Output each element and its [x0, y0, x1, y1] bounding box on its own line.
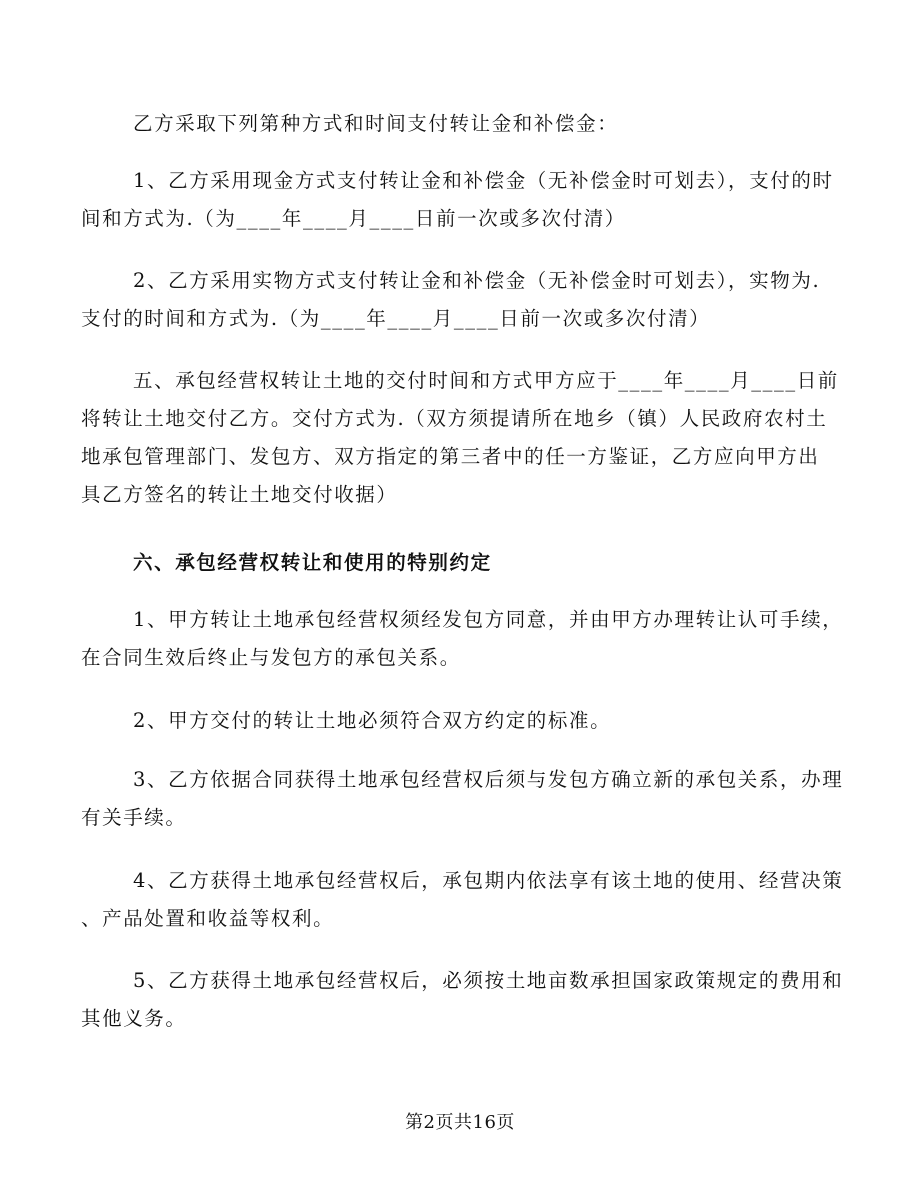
paragraph-clause-4: [81, 862, 844, 938]
text-line: 其他义务。: [81, 1007, 187, 1030]
text-line: 具乙方签名的转让土地交付收据）: [81, 483, 398, 506]
text-line: 支付的时间和方式为.（为____年____月____日前一次或多次付清）: [81, 307, 711, 330]
paragraph-in-kind-payment: [81, 262, 833, 338]
section-six-heading: [133, 544, 833, 582]
text-line: 地承包管理部门、发包方、双方指定的第三者中的任一方鉴证，乙方应向甲方出: [81, 445, 820, 468]
text-line: 3、乙方依据合同获得土地承包经营权后须与发包方确立新的承包关系，办理: [133, 768, 844, 791]
text-line: 乙方采取下列第种方式和时间支付转让金和补偿金：: [133, 112, 619, 135]
text-line: 间和方式为.（为____年____月____日前一次或多次付清）: [81, 207, 626, 230]
text-line: 2、甲方交付的转让土地必须符合双方约定的标准。: [133, 709, 612, 732]
text-line: 将转让土地交付乙方。交付方式为.（双方须提请所在地乡（镇）人民政府农村土: [81, 407, 828, 430]
paragraph-cash-payment: [81, 162, 834, 238]
text-line: 有关手续。: [81, 806, 187, 829]
text-line: 1、乙方采用现金方式支付转让金和补偿金（无补偿金时可划去），支付的时: [133, 169, 834, 192]
text-line: 五、承包经营权转让土地的交付时间和方式甲方应于____年____月____日前: [133, 369, 839, 392]
paragraph-clause-3: [81, 761, 844, 837]
page-number: 第2页共16页: [405, 1112, 515, 1133]
text-line: 5、乙方获得土地承包经营权后，必须按土地亩数承担国家政策规定的费用和: [133, 969, 844, 992]
paragraph-clause-2: [133, 702, 833, 740]
text-line: 2、乙方采用实物方式支付转让金和补偿金（无补偿金时可划去），实物为.: [133, 269, 821, 292]
paragraph-clause-5: [81, 962, 844, 1038]
paragraph-clause-1: [81, 601, 844, 677]
text-line: 4、乙方获得土地承包经营权后，承包期内依法享有该土地的使用、经营决策: [133, 869, 844, 892]
paragraph-payment-methods: [133, 105, 833, 143]
text-line: 六、承包经营权转让和使用的特别约定: [133, 551, 492, 574]
text-line: 、产品处置和收益等权利。: [81, 907, 335, 930]
text-line: 在合同生效后终止与发包方的承包关系。: [81, 646, 461, 669]
text-line: 1、甲方转让土地承包经营权须经发包方同意，并由甲方办理转让认可手续，: [133, 608, 844, 631]
section-five-delivery: [81, 362, 839, 514]
